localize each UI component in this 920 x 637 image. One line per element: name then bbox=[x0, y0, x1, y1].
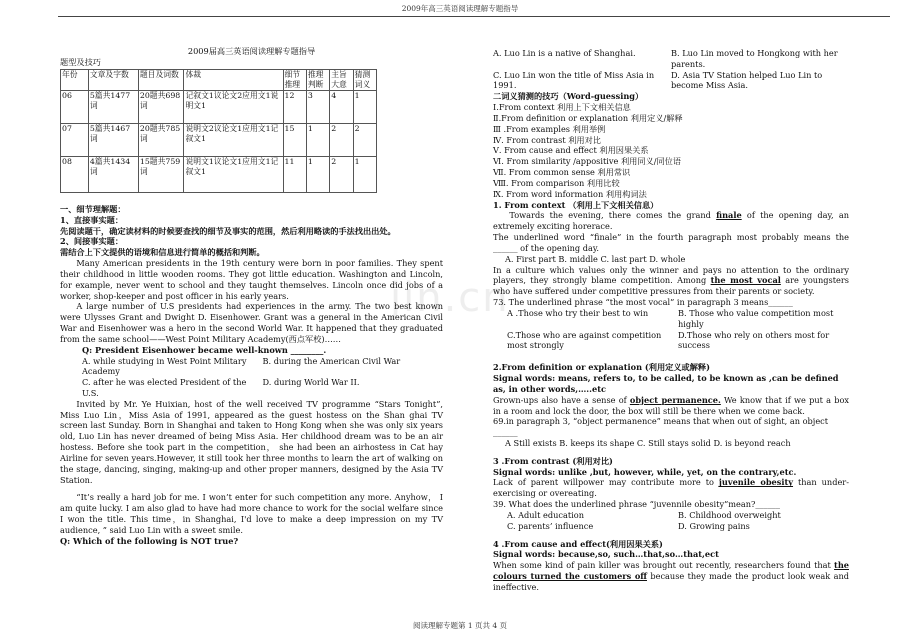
left-column bbox=[60, 46, 443, 547]
instruction-text: 需结合上下文提供的语境和信息进行简单的概括和判断。 bbox=[60, 247, 265, 258]
table-header: 文章及字数 bbox=[88, 69, 138, 90]
table-cell: 1 bbox=[353, 90, 376, 123]
table-header: 体裁 bbox=[184, 69, 283, 90]
table-cell: 15题共759词 bbox=[138, 156, 184, 192]
underlined-phrase: the colours turned the customers off bbox=[493, 560, 849, 582]
table-cell: 2 bbox=[330, 123, 353, 156]
table-cell: 15 bbox=[283, 123, 306, 156]
tip-item: Ⅷ. From comparison 利用比较 bbox=[493, 177, 620, 188]
options-row bbox=[493, 308, 849, 330]
instruction-text: 先阅读题干，确定读材料的时候要查找的细节及事实的范围，然后利用略读的手法找出出处。 bbox=[60, 225, 396, 236]
option: C. after he was elected President of the U.S. bbox=[82, 377, 247, 398]
option: B. during the American Civil War bbox=[262, 355, 401, 366]
options-row bbox=[493, 330, 849, 352]
table-header: 猜测词义 bbox=[353, 69, 376, 90]
question: The underlined word “finale” in the fourth paragraph most probably means the ______ of the opening day. bbox=[493, 232, 849, 253]
signal-words: Signal words: means, refers to, to be called, to be known as ,can be defined as, in other words,…..etc bbox=[493, 373, 839, 394]
option: B. Those who value competition most highly bbox=[678, 307, 834, 329]
option: C. Luo Lin won the title of Miss Asia in 1991. bbox=[493, 69, 655, 91]
options-row: A. First part B. middle C. last part D. whole bbox=[505, 253, 686, 264]
subsection-heading: 2、间接事实题： bbox=[60, 236, 124, 247]
option: A .Those who try their best to win bbox=[507, 307, 649, 318]
subsection-heading: 1. From context （利用上下文相关信息） bbox=[493, 199, 659, 210]
example-paragraph: Grown-ups also have a sense of object permanence. We know that if we put a box in a room and lock the door, the box will still be there when we come back. bbox=[493, 394, 849, 416]
table-cell: 2 bbox=[353, 123, 376, 156]
question: Q: Which of the following is NOT true? bbox=[60, 535, 239, 546]
subsection-heading: 3 .From contrast (利用对比) bbox=[493, 455, 613, 466]
option: B. Childhood overweight bbox=[678, 509, 781, 520]
table-cell: 3 bbox=[306, 90, 329, 123]
table-cell: 5篇共1477词 bbox=[88, 90, 138, 123]
table-cell: 说明文2议论文1应用文1记叙文1 bbox=[184, 123, 283, 156]
tip-item: Ⅰ.From context 利用上下文相关信息 bbox=[493, 102, 631, 113]
tip-item: Ⅶ. From common sense 利用常识 bbox=[493, 167, 631, 178]
page-footer: 阅读理解专题第 1 页共 4 页 bbox=[412, 621, 508, 630]
underlined-phrase: object permanence. bbox=[629, 394, 721, 405]
option: D. during World War II. bbox=[262, 377, 360, 388]
option: A. while studying in West Point Military Academy bbox=[82, 355, 247, 377]
table-header: 推理判断 bbox=[306, 69, 329, 90]
table-cell: 说明文1议论文1应用文1记叙文1 bbox=[184, 156, 283, 192]
passage-paragraph: “It’s really a hard job for me. I won’t enter for such competition any more. Anyhow， I am quite lucky. I am also glad to have had more chance to work for the social welfare since I won the title. This time，in Shanghai, I'd love to make a deep impression on my TV audience, ” said Luo Lin with a sweet smile. bbox=[60, 492, 443, 535]
options-row: A Still exists B. keeps its shape C. Still stays solid D. is beyond reach bbox=[505, 437, 791, 448]
tip-item: Ⅳ. From contrast 利用对比 bbox=[493, 134, 601, 145]
table-header: 主旨大意 bbox=[330, 69, 353, 90]
example-paragraph: When some kind of pain killer was brought out recently, researchers found that the colours turned the customers off because they made the product look weak and ineffective. bbox=[493, 560, 849, 592]
tip-item: Ⅵ. From similarity /appositive 利用同义/同位语 bbox=[493, 156, 682, 167]
table-header: 年份 bbox=[61, 69, 89, 90]
table-cell: 08 bbox=[61, 156, 89, 192]
question: 73. The underlined phrase “the most vocal” in paragraph 3 means______ bbox=[493, 297, 793, 308]
table-cell: 1 bbox=[306, 156, 329, 192]
passage-paragraph: Invited by Mr. Ye Huixian, host of the well received TV programme “Stars Tonight”, Miss Luo Lin，Miss Asia of 1991, appeared as the guest hostess on the Shan ghai TV screen last Sunday. Born in Shanghai and taken to Hong Kong when she was only six years old, Luo Lin has never dreamed of being Miss Asia. Her childhood dream was to be an air hostess. Before she took part in the competition， she had been an airhostess in Cat hay Airline for seven years.However, it still took her three months to learn the art of walking on the stage, dancing, singing, making-up and other proper manners, designed by the Asia TV Station. bbox=[60, 398, 443, 485]
example-paragraph: Lack of parent willpower may contribute more to juvenile obesity than under-exercising or overeating. bbox=[493, 477, 849, 499]
table-cell: 2 bbox=[330, 156, 353, 192]
signal-words: Signal words: because,so, such…that,so…that,ect bbox=[493, 549, 719, 560]
subsection-heading: 4 .From cause and effect(利用因果关系) bbox=[493, 538, 663, 549]
doc-title: 2009届高三英语阅读理解专题指导 bbox=[187, 46, 316, 56]
option: C.Those who are against competition most strongly bbox=[507, 329, 662, 351]
table-cell: 06 bbox=[61, 90, 89, 123]
options-row bbox=[60, 356, 443, 378]
doc-subtitle: 题型及技巧 bbox=[60, 56, 101, 67]
passage-paragraph: Many American presidents in the 19th century were born in poor families. They spent their childhood in little wooden rooms. They got little education. Washington and Lincoln, for example, never went to school and they taught themselves. Lincoln once did jobs of a worker, shop-keeper and post officer in his early years. bbox=[60, 258, 443, 301]
subsection-heading: 1、直接事实题： bbox=[60, 214, 124, 225]
subsection-heading: 2.From definition or explanation (利用定义或解释) bbox=[493, 362, 710, 373]
example-paragraph: Towards the evening, there comes the grand finale of the opening day, an extremely exciting horerace. bbox=[493, 210, 850, 232]
option: A. Luo Lin is a native of Shanghai. bbox=[493, 48, 636, 58]
right-column bbox=[493, 48, 849, 593]
table-cell: 20题共785词 bbox=[138, 123, 184, 156]
option: A. Adult education bbox=[507, 509, 584, 520]
underlined-word: finale bbox=[716, 210, 742, 221]
watermark: jin.cn bbox=[390, 275, 510, 321]
underlined-phrase: juvenile obesity bbox=[718, 477, 794, 488]
table-cell: 07 bbox=[61, 123, 89, 156]
tip-item: Ⅱ.From definition or explanation 利用定义/解释 bbox=[493, 112, 683, 123]
section-heading: 一、细节理解题： bbox=[60, 203, 126, 214]
option: C. parents’ influence bbox=[507, 520, 594, 531]
table-cell: 1 bbox=[306, 123, 329, 156]
table-cell: 4 bbox=[330, 90, 353, 123]
table-header: 细节推理 bbox=[283, 69, 306, 90]
table-header: 题目及词数 bbox=[138, 69, 184, 90]
table-row bbox=[61, 156, 377, 192]
header-divider bbox=[58, 16, 890, 17]
table-cell: 记叙文1议论文2应用文1说明文1 bbox=[184, 90, 283, 123]
options-row bbox=[493, 70, 849, 92]
tip-item: Ⅸ. From word information 利用构词法 bbox=[493, 188, 647, 199]
table-cell: 12 bbox=[283, 90, 306, 123]
section-heading: 二词义猜测的技巧（Word-guessing） bbox=[493, 91, 644, 102]
options-row bbox=[493, 510, 849, 521]
options-row bbox=[493, 521, 849, 532]
underlined-phrase: the most vocal bbox=[710, 275, 781, 286]
signal-words: Signal words: unlike ,but, however, while, yet, on the contrary,etc. bbox=[493, 466, 797, 477]
option: D. Growing pains bbox=[678, 520, 750, 531]
stats-table bbox=[60, 69, 377, 193]
table-cell: 20题共698词 bbox=[138, 90, 184, 123]
options-row bbox=[60, 377, 443, 399]
table-header-row bbox=[61, 69, 377, 90]
table-row bbox=[61, 123, 377, 156]
options-row bbox=[493, 48, 849, 70]
question: Q: President Eisenhower became well-known ________. bbox=[82, 344, 327, 355]
tip-item: Ⅲ .From examples 利用举例 bbox=[493, 123, 606, 134]
table-cell: 4篇共1434词 bbox=[88, 156, 138, 192]
table-cell: 11 bbox=[283, 156, 306, 192]
option: D. Asia TV Station helped Luo Lin to become Miss Asia. bbox=[671, 69, 823, 91]
example-paragraph: In a culture which values only the winner and pays no attention to the ordinary players, they strongly blame competition. Among the most vocal are youngsters who have suffered under competitive pressures from their parents or society. bbox=[493, 264, 850, 297]
tip-item: Ⅴ. From cause and effect 利用因果关系 bbox=[493, 145, 649, 156]
question: 39. What does the underlined phrase “juvennile obesity”mean?______ bbox=[493, 499, 780, 510]
passage-paragraph: A large number of U.S presidents had experiences in the army. The two best known were Ulysses Grant and Dwight D. Eisenhower. Grant was a general in the American Civil War and Eisenhower was a hero in the second World War. It happened that they graduated from the same school——West Point Military Academy(西点军校)…… bbox=[60, 301, 443, 344]
table-cell: 5篇共1467词 bbox=[88, 123, 138, 156]
table-row bbox=[61, 90, 377, 123]
page-header: 2009年高三英语阅读理解专题指导 bbox=[401, 4, 519, 13]
option: B. Luo Lin moved to Hongkong with her parents. bbox=[671, 48, 838, 69]
question: 69.in paragraph 3, “object permanence” means that when out of sight, an object ______ bbox=[493, 416, 829, 438]
table-cell: 1 bbox=[353, 156, 376, 192]
option: D.Those who rely on others most for success bbox=[678, 329, 830, 351]
